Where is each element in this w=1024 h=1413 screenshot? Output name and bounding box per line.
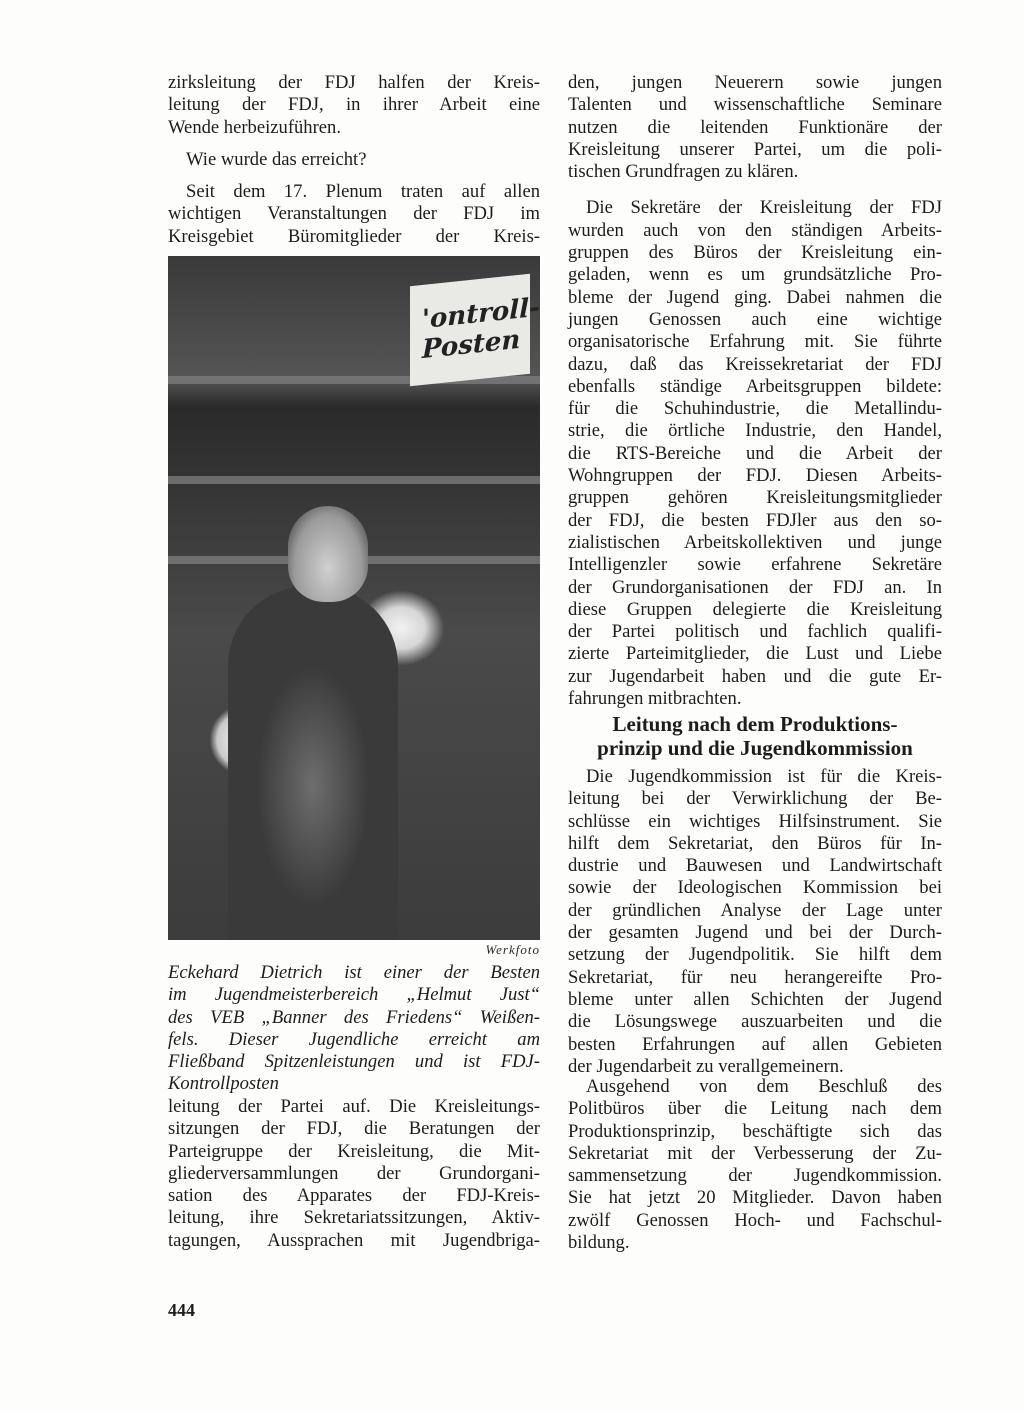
paragraph-youth-commission bbox=[568, 766, 942, 1078]
text-line: Die Sekretäre der Kreisleitung der FDJ bbox=[586, 197, 942, 219]
text-line: dazu, daß das Kreissekretariat der FDJ bbox=[568, 353, 942, 375]
photo-sign-text: 'ontroll- Posten bbox=[422, 292, 540, 366]
text-line: bleme der Jugend ging. Dabei nahmen die bbox=[568, 286, 942, 308]
photo-head bbox=[288, 506, 368, 602]
caption-line: Kontrollposten bbox=[168, 1073, 279, 1095]
text-line: leitung der Partei auf. Die Kreisleitungs- bbox=[168, 1096, 540, 1117]
text-line: ebenfalls ständige Arbeitsgruppen bildete: bbox=[568, 375, 942, 397]
text-line: hilft dem Sekretariat, den Büros für In- bbox=[568, 832, 942, 854]
text-line: der Grundorganisationen der FDJ an. In bbox=[568, 576, 942, 598]
text-line: zwölf Genossen Hoch- und Fachschul- bbox=[568, 1209, 942, 1231]
caption-line: Fließband Spitzenleistungen und ist FDJ- bbox=[168, 1051, 540, 1073]
text-line: Wende herbeizuführen. bbox=[168, 116, 341, 138]
text-line: Sekretariat, für neu herangereifte Pro- bbox=[568, 966, 942, 988]
text-line: der gründlichen Analyse der Lage unter bbox=[568, 899, 942, 921]
text-line: Kreisgebiet Büromitglieder der Kreis- bbox=[168, 225, 540, 247]
text-line: wichtigen Veranstaltungen der FDJ im bbox=[168, 203, 540, 225]
photo-credit: Werkfoto bbox=[485, 942, 540, 957]
photo-worker bbox=[168, 256, 540, 940]
right-column-top bbox=[568, 72, 942, 720]
text-line: zirksleitung der FDJ halfen der Kreis- bbox=[168, 72, 540, 93]
text-line: besten Erfahrungen auf allen Gebieten bbox=[568, 1033, 942, 1055]
text-line: Ausgehend von dem Beschluß des bbox=[586, 1076, 942, 1097]
text-line: nutzen die leitenden Funktionäre der bbox=[568, 116, 942, 138]
text-line: sation des Apparates der FDJ-Kreis- bbox=[168, 1185, 540, 1207]
heading-line: Leitung nach dem Produktions- bbox=[612, 712, 898, 736]
text-line: leitung der FDJ, in ihrer Arbeit eine bbox=[168, 94, 540, 116]
text-line: der gesamten Jugend und bei der Durch- bbox=[568, 922, 942, 944]
text-line: leitung, ihre Sekretariatssitzungen, Aktiv- bbox=[168, 1207, 540, 1229]
text-line: Politbüros über die Leitung nach dem bbox=[568, 1098, 942, 1120]
text-line: Sie hat jetzt 20 Mitglieder. Davon haben bbox=[568, 1187, 942, 1209]
text-line: Sekretariat mit der Verbesserung der Zu- bbox=[568, 1142, 942, 1164]
text-line: der FDJ, die besten FDJler aus den so- bbox=[568, 509, 942, 531]
text-line: Intelligenzler sowie erfahrene Sekretäre bbox=[568, 554, 942, 576]
text-line: Die Jugendkommission ist für die Kreis- bbox=[586, 766, 942, 787]
text-line: Talenten und wissenschaftliche Seminare bbox=[568, 94, 942, 116]
text-line: strie, die örtliche Industrie, den Handel, bbox=[568, 420, 942, 442]
paragraph-intro bbox=[168, 72, 540, 139]
text-line: bildung. bbox=[568, 1232, 630, 1254]
text-line: zierte Parteimitglieder, die Lust und Liebe bbox=[568, 643, 942, 665]
text-line: zur Jugendarbeit haben und die gute Er- bbox=[568, 665, 942, 687]
text-line: der Partei politisch und fachlich qualifi- bbox=[568, 621, 942, 643]
caption-line: im Jugendmeisterbereich „Helmut Just“ bbox=[168, 984, 540, 1006]
photo-sign bbox=[410, 274, 540, 387]
left-column-bottom bbox=[168, 1096, 540, 1252]
text-line: gruppen des Büros der Kreisleitung ein- bbox=[568, 242, 942, 264]
paragraph-secretaries bbox=[568, 197, 942, 710]
paragraph-seminars bbox=[568, 72, 942, 183]
text-line: schlüsse ein wichtiges Hilfsinstrument. Sie bbox=[568, 810, 942, 832]
photo-shelf bbox=[168, 476, 540, 484]
page-number: 444 bbox=[168, 1300, 195, 1320]
paragraph-question bbox=[168, 149, 540, 171]
text-line: Parteigruppe der Kreisleitung, die Mit- bbox=[168, 1140, 540, 1162]
section-heading bbox=[568, 712, 942, 760]
caption-line: Eckehard Dietrich ist einer der Besten bbox=[168, 962, 540, 983]
text-line: dustrie und Bauwesen und Landwirtschaft bbox=[568, 855, 942, 877]
text-line: geladen, wenn es um grundsätzliche Pro- bbox=[568, 264, 942, 286]
text-line: den, jungen Neuerern sowie jungen bbox=[568, 72, 942, 93]
text-line: Wohngruppen der FDJ. Diesen Arbeits- bbox=[568, 465, 942, 487]
text-line: fahrungen mitbrachten. bbox=[568, 688, 742, 710]
text-line: gliederversammlungen der Grundorgani- bbox=[168, 1162, 540, 1184]
text-line: setzung der Jugendpolitik. Sie hilft dem bbox=[568, 944, 942, 966]
text-line: tagungen, Aussprachen mit Jugendbriga- bbox=[168, 1229, 540, 1251]
text-line: Kreisleitung unserer Partei, um die poli- bbox=[568, 138, 942, 160]
heading-line: prinzip und die Jugendkommission bbox=[597, 736, 913, 760]
caption-line: des VEB „Banner des Friedens“ Weißen- bbox=[168, 1006, 540, 1028]
photo-caption bbox=[168, 962, 540, 1096]
text-line: diese Gruppen delegierte die Kreisleitung bbox=[568, 598, 942, 620]
paragraph-politburo bbox=[568, 1076, 942, 1254]
text-line: Seit dem 17. Plenum traten auf allen bbox=[186, 181, 540, 203]
text-line: der Jugendarbeit zu verallgemeinern. bbox=[568, 1055, 844, 1077]
left-column-top bbox=[168, 72, 540, 258]
text-line: leitung bei der Verwirklichung der Be- bbox=[568, 788, 942, 810]
text-line: bleme unter allen Schichten der Jugend bbox=[568, 988, 942, 1010]
text-line: sowie der Ideologischen Kommission bei bbox=[568, 877, 942, 899]
text-line: wurden auch von den ständigen Arbeits- bbox=[568, 219, 942, 241]
photo-person bbox=[228, 586, 398, 940]
text-line: organisatorische Erfahrung mit. Sie führte bbox=[568, 331, 942, 353]
text-line: sitzungen der FDJ, die Beratungen der bbox=[168, 1118, 540, 1140]
text-line: sammensetzung der Jugendkommission. bbox=[568, 1165, 942, 1187]
caption-line: fels. Dieser Jugendliche erreicht am bbox=[168, 1028, 540, 1050]
text-line: zialistischen Arbeitskollektiven und junge bbox=[568, 531, 942, 553]
text-line: tischen Grundfragen zu klären. bbox=[568, 161, 799, 183]
text-line: Wie wurde das erreicht? bbox=[186, 148, 367, 170]
text-line: jungen Genossen auch eine wichtige bbox=[568, 308, 942, 330]
text-line: die Lösungswege auszuarbeiten und die bbox=[568, 1011, 942, 1033]
text-line: Produktionsprinzip, beschäftigte sich das bbox=[568, 1120, 942, 1142]
text-line: gruppen gehören Kreisleitungsmitglieder bbox=[568, 487, 942, 509]
paragraph-plenum bbox=[168, 181, 540, 248]
text-line: für die Schuhindustrie, die Metallindu- bbox=[568, 398, 942, 420]
text-line: die RTS-Bereiche und die Arbeit der bbox=[568, 442, 942, 464]
